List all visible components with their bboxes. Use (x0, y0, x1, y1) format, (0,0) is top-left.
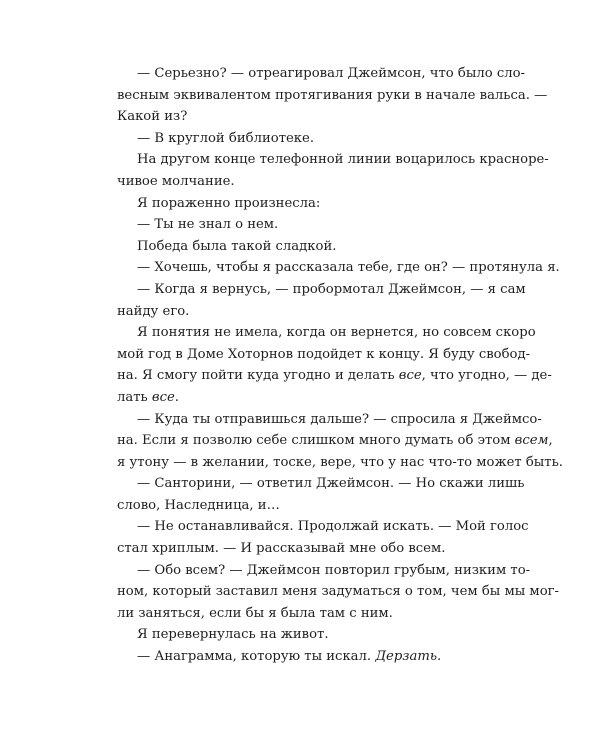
text-run: — Когда я вернусь, — пробормотал Джеймсон, — я сам (137, 281, 526, 297)
text-run: — Обо всем? — Джеймсон повторил грубым, низким то- (137, 562, 531, 578)
text-run: ном, который заставил меня задуматься о том, чем бы мы мог- (117, 584, 559, 600)
text-run: — Санторини, — ответил Джеймсон. — Но скажи лишь (137, 476, 525, 492)
text-line (117, 257, 560, 279)
text-run: чивое молчание. (117, 173, 235, 189)
text-line (117, 538, 489, 560)
text-run: — Хочешь, чтобы я рассказала тебе, где он? — протянула я. (137, 260, 560, 276)
text-line (117, 603, 489, 625)
text-line (117, 193, 489, 215)
text-line (117, 624, 489, 646)
text-run: Победа была такой сладкой. (137, 238, 337, 254)
italic-text: все (151, 389, 175, 405)
text-line (117, 473, 525, 495)
text-run: лать (117, 389, 152, 405)
text-line (117, 279, 526, 301)
italic-text: всем (514, 433, 549, 449)
text-run: найду его. (117, 303, 190, 319)
text-run: , (548, 433, 553, 449)
text-run: . (174, 389, 179, 405)
text-line (117, 171, 489, 193)
text-line (117, 387, 489, 409)
text-line (117, 344, 531, 366)
text-run: , что угодно, — де- (421, 368, 552, 384)
text-run: На другом конце телефонной линии воцарилось красноре- (137, 152, 549, 168)
text-run: на. Если я позволю себе слишком много думать об этом (117, 433, 515, 449)
text-run: — Не останавливайся. Продолжай искать. — Мой голос (137, 519, 529, 535)
text-run: Какой из? (117, 109, 188, 125)
text-line (117, 301, 489, 323)
text-line (117, 560, 531, 582)
text-line (117, 322, 536, 344)
text-run: ли заняться, если бы я была там с ним. (117, 605, 393, 621)
text-run: мой год в Доме Хоторнов подойдет к концу. Я буду свобод- (117, 346, 531, 362)
text-run: на. Я смогу пойти куда угодно и делать (117, 368, 399, 384)
text-line (117, 214, 489, 236)
text-line (117, 365, 552, 387)
text-line (117, 236, 489, 258)
text-run: слово, Наследница, и… (117, 497, 280, 513)
book-page-text (117, 63, 563, 668)
text-run: стал хриплым. — И рассказывай мне обо всем. (117, 541, 446, 557)
text-run: Я перевернулась на живот. (137, 627, 329, 643)
text-run: — В круглой библиотеке. (137, 130, 315, 146)
text-run: — Ты не знал о нем. (137, 217, 279, 233)
text-run: Я пораженно произнесла: (137, 195, 321, 211)
text-line (117, 128, 489, 150)
text-run: — Анаграмма, которую ты искал. (137, 649, 376, 665)
text-run: — Куда ты отправишься дальше? — спросила я Джеймсо- (137, 411, 542, 427)
text-line (117, 430, 553, 452)
text-run: — Серьезно? — отреагировал Джеймсон, что было сло- (137, 66, 525, 81)
text-run: я утону — в желании, тоске, вере, что у нас что-то может быть. (117, 454, 563, 470)
text-line (117, 646, 489, 668)
italic-text: все (398, 368, 422, 384)
text-run: весным эквивалентом протягивания руки в начале вальса. — (117, 87, 548, 103)
text-line (117, 85, 548, 107)
text-line (117, 409, 542, 431)
text-line (117, 452, 563, 474)
text-run: Я понятия не имела, когда он вернется, но совсем скоро (137, 325, 536, 341)
text-line (117, 63, 525, 85)
text-line (117, 581, 559, 603)
text-line (117, 516, 529, 538)
text-line (117, 106, 489, 128)
text-line (117, 149, 549, 171)
text-line (117, 495, 489, 517)
italic-text: Дерзать. (375, 649, 442, 665)
